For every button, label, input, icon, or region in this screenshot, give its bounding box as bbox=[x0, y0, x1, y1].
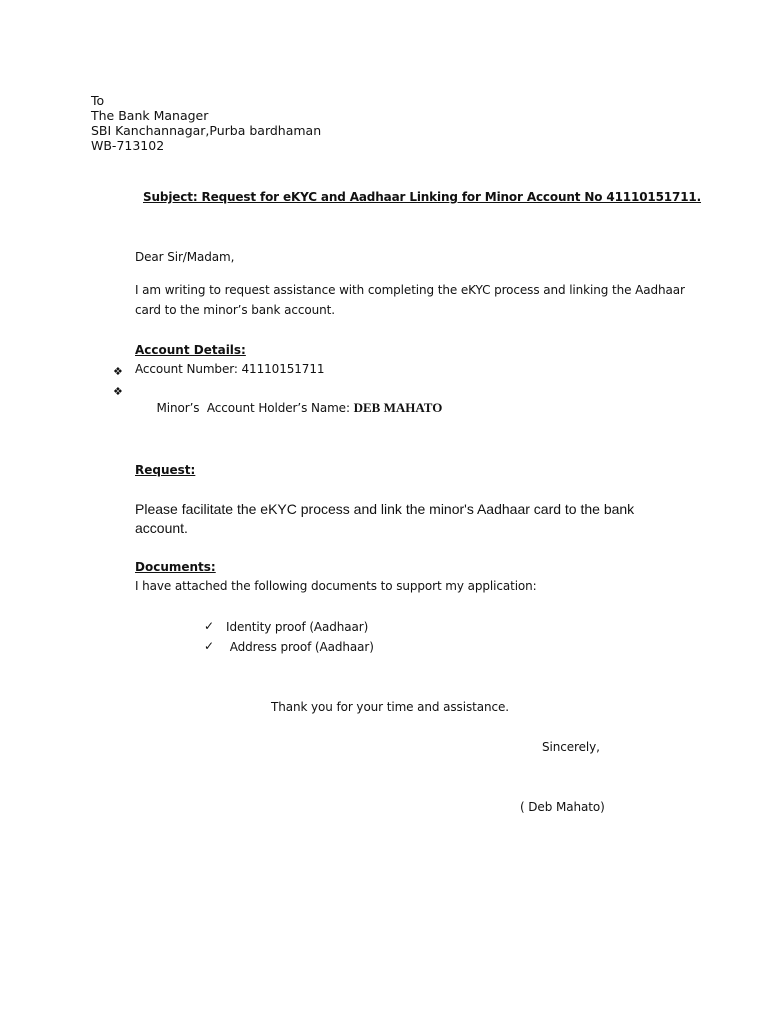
thanks-line: Thank you for your time and assistance. bbox=[271, 700, 509, 714]
holder-name-value: DEB MAHATO bbox=[353, 400, 443, 415]
address-to: To bbox=[91, 93, 105, 108]
documents-intro: I have attached the following documents to support my application: bbox=[135, 579, 537, 593]
account-details-heading: Account Details: bbox=[135, 343, 246, 357]
request-heading: Request: bbox=[135, 463, 196, 477]
account-number-item bbox=[113, 362, 123, 380]
intro-line-2: card to the minor’s bank account. bbox=[135, 303, 335, 317]
holder-name-line bbox=[135, 381, 442, 435]
documents-heading: Documents: bbox=[135, 560, 216, 574]
document-item-address: Address proof (Aadhaar) bbox=[226, 640, 374, 654]
request-text: Please facilitate the eKYC process and link the minor's Aadhaar card to the bank account. bbox=[135, 501, 635, 536]
holder-name-label: Minor’s Account Holder’s Name: bbox=[152, 401, 354, 415]
address-manager: The Bank Manager bbox=[91, 108, 209, 123]
diamond-bullet-icon: ❖ bbox=[113, 365, 123, 378]
document-item-identity: Identity proof (Aadhaar) bbox=[226, 620, 369, 634]
salutation: Dear Sir/Madam, bbox=[135, 250, 235, 264]
subject-line: Subject: Request for eKYC and Aadhaar Linking for Minor Account No 41110151711. bbox=[143, 190, 702, 204]
diamond-bullet-icon: ❖ bbox=[113, 385, 123, 398]
intro-line-1: I am writing to request assistance with completing the eKYC process and linking the Aadhaar bbox=[135, 283, 685, 297]
checkmark-icon: ✓ bbox=[204, 619, 215, 633]
address-pincode: WB-713102 bbox=[91, 138, 165, 153]
address-branch: SBI Kanchannagar,Purba bardhaman bbox=[91, 123, 322, 138]
checkmark-icon: ✓ bbox=[204, 639, 215, 653]
holder-name-item bbox=[113, 382, 123, 400]
sincerely-line: Sincerely, bbox=[542, 740, 600, 754]
account-number-text: Account Number: 41110151711 bbox=[135, 362, 325, 376]
signature-name: ( Deb Mahato) bbox=[520, 800, 605, 814]
